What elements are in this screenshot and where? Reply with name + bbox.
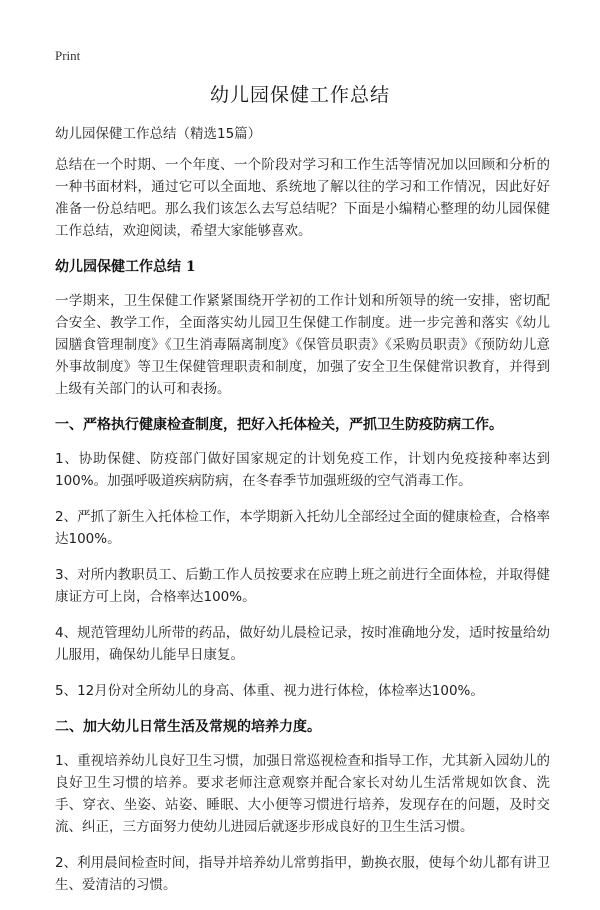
page-title: 幼儿园保健工作总结	[209, 84, 390, 106]
section-heading-1: 幼儿园保健工作总结 1	[55, 259, 196, 275]
document-subtitle: 幼儿园保健工作总结（精选15篇）	[55, 126, 262, 142]
intro-paragraph: 总结在一个时期、一个年度、一个阶段对学习和工作生活等情况加以回顾和分析的一种书面材料，通过它可以全面地、系统地了解以往的学习和工作情况，因此好好准备一份总结吧。那么我们该怎么去写总结呢？下面是小编精心整理的幼儿园保健工作总结，欢迎阅读，希望大家能够喜欢。	[55, 157, 550, 239]
part-1-item: 1、协助保健、防疫部门做好国家规定的计划免疫工作，计划内免疫接种率达到100%。加强呼吸道疾病防病，在冬春季节加强班级的空气消毒工作。	[55, 451, 550, 489]
part-1-item: 3、对所内教职员工、后勤工作人员按要求在应聘上班之前进行全面体检，并取得健康证方可上岗，合格率达100%。	[55, 567, 550, 605]
section-1-paragraph: 一学期来，卫生保健工作紧紧围绕开学初的工作计划和所领导的统一安排，密切配合安全、教学工作，全面落实幼儿园卫生保健工作制度。进一步完善和落实《幼儿园膳食管理制度》《卫生消毒隔离制度》《保管员职责》《采购员职责》《预防幼儿意外事故制度》等卫生保健管理职责和制度，加强了安全卫生保健常识教育，并得到上级有关部门的认可和表扬。	[55, 293, 550, 397]
part-1-item: 4、规范管理幼儿所带的药品，做好幼儿晨检记录，按时准确地分发，适时按量给幼儿服用，确保幼儿能早日康复。	[55, 625, 550, 663]
print-link[interactable]: Print	[55, 48, 81, 63]
part-2-item: 2、利用晨间检查时间，指导并培养幼儿常剪指甲，勤换衣服，使每个幼儿都有讲卫生、爱清洁的习惯。	[55, 855, 550, 893]
part-1-heading: 一、严格执行健康检查制度，把好入托体检关，严抓卫生防疫防病工作。	[55, 417, 503, 433]
part-1-item: 2、严抓了新生入托体检工作，本学期新入托幼儿全部经过全面的健康检查，合格率达100%。	[55, 509, 550, 547]
document-body	[55, 124, 550, 910]
part-1-item: 5、12月份对全所幼儿的身高、体重、视力进行体检，体检率达100%。	[55, 683, 484, 699]
part-2-item: 1、重视培养幼儿良好卫生习惯，加强日常巡视检查和指导工作，尤其新入园幼儿的良好卫生习惯的培养。要求老师注意观察并配合家长对幼儿生活常规如饮食、洗手、穿衣、坐姿、站姿、睡眠、大小便等习惯进行培养，发现存在的问题，及时交流、纠正，三方面努力使幼儿进园后就逐步形成良好的卫生生活习惯。	[55, 753, 550, 835]
part-2-heading: 二、加大幼儿日常生活及常规的培养力度。	[55, 719, 321, 735]
